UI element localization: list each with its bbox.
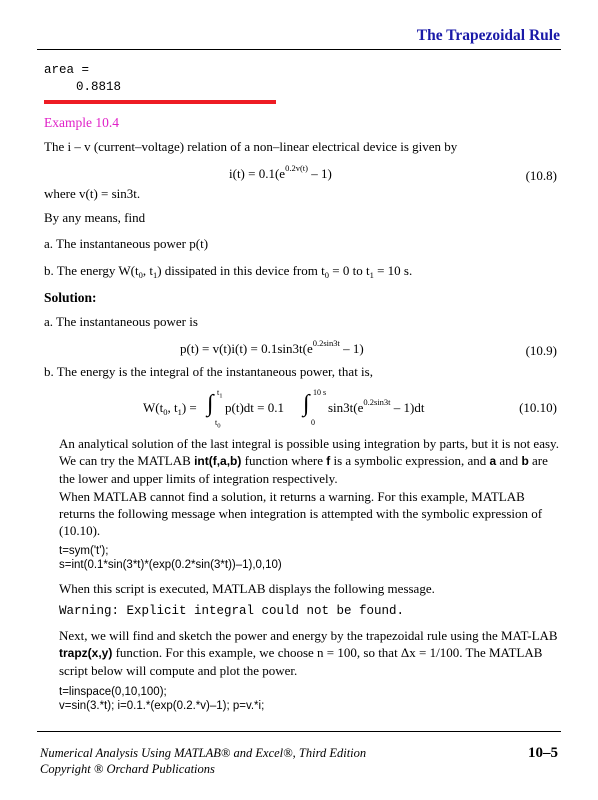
- item-a-text: a. The instantaneous power p(t): [44, 236, 209, 251]
- red-divider: [44, 100, 276, 104]
- code-line-1: t=sym('t');: [59, 545, 109, 557]
- footer-copyright: Copyright ® Orchard Publications: [40, 762, 215, 776]
- warning-message: Warning: Explicit integral could not be found.: [59, 604, 405, 618]
- solution-heading: Solution:: [44, 290, 97, 305]
- where-text: where v(t) = sin3t.: [44, 186, 141, 201]
- solution-a-text: a. The instantaneous power is: [44, 314, 198, 329]
- footer-rule: [37, 731, 561, 732]
- equation-number-10-9: (10.9): [525, 343, 557, 358]
- by-means-text: By any means, find: [44, 210, 146, 225]
- output-line-2: 0.8818: [76, 80, 122, 94]
- paragraph-trapezoidal: Next, we will find and sketch the power and energy by the trapezoidal rule using the MAT-LAB trapz(x,y) function. For this example, we choose n = 100, so that Δx = 1/100. The MATLAB script below will compute and plot the power.: [59, 628, 558, 678]
- code-line-4: v=sin(3.*t); i=0.1.*(exp(0.2.*v)–1); p=v.*i;: [59, 700, 265, 712]
- intro-text: The i – v (current–voltage) relation of a non–linear electrical device is given by: [44, 139, 458, 154]
- example-heading: Example 10.4: [44, 115, 119, 130]
- equation-10-8: $i(t) = 0.1(e^{0.2v(t)} - 1)$: [229, 163, 332, 181]
- header-rule: [37, 49, 561, 50]
- equation-10-10: $W(t_0$, $t_1$) = ∫ $t_1$ $t_0$ p(t)dt = 0.1 ∫ 10 s 0 $\sin 3t(e^{0.2sin3t} - 1)dt$: [143, 388, 425, 430]
- item-b-text: b. The energy $W(t_0$, $t_1$) dissipated in this device from $t_0 = 0$ to $t_1 = 10$ s.: [44, 263, 413, 280]
- page-header-title: The Trapezoidal Rule: [416, 27, 560, 44]
- page-number: 10–5: [528, 745, 558, 761]
- code-line-3: t=linspace(0,10,100);: [59, 686, 167, 698]
- paragraph-warning: When MATLAB cannot find a solution, it returns a warning. For this example, MATLAB returns the following message when integration is attempted with the symbolic expression of (10.10).: [59, 489, 543, 538]
- equation-10-9: $p(t) = v(t)i(t) = 0.1\sin 3t(e^{0.2sin3t} - 1)$: [180, 338, 364, 356]
- output-line-1: area =: [44, 63, 90, 77]
- paragraph-executed: When this script is executed, MATLAB displays the following message.: [59, 581, 435, 596]
- equation-number-10-8: (10.8): [525, 168, 557, 183]
- paragraph-analytical: An analytical solution of the last integral is possible using integration by parts, but it is not easy. We can try the MATLAB int(f,a,b) function where f is a symbolic expression, and a and b are the lower and upper limits of integration respectively.: [59, 436, 559, 486]
- solution-b-text: b. The energy is the integral of the instantaneous power, that is,: [44, 364, 373, 379]
- equation-number-10-10: (10.10): [519, 400, 557, 415]
- code-line-2: s=int(0.1*sin(3*t)*(exp(0.2*sin(3*t))–1),0,10): [59, 559, 282, 571]
- footer-book-title: Numerical Analysis Using MATLAB® and Excel®, Third Edition: [40, 746, 367, 760]
